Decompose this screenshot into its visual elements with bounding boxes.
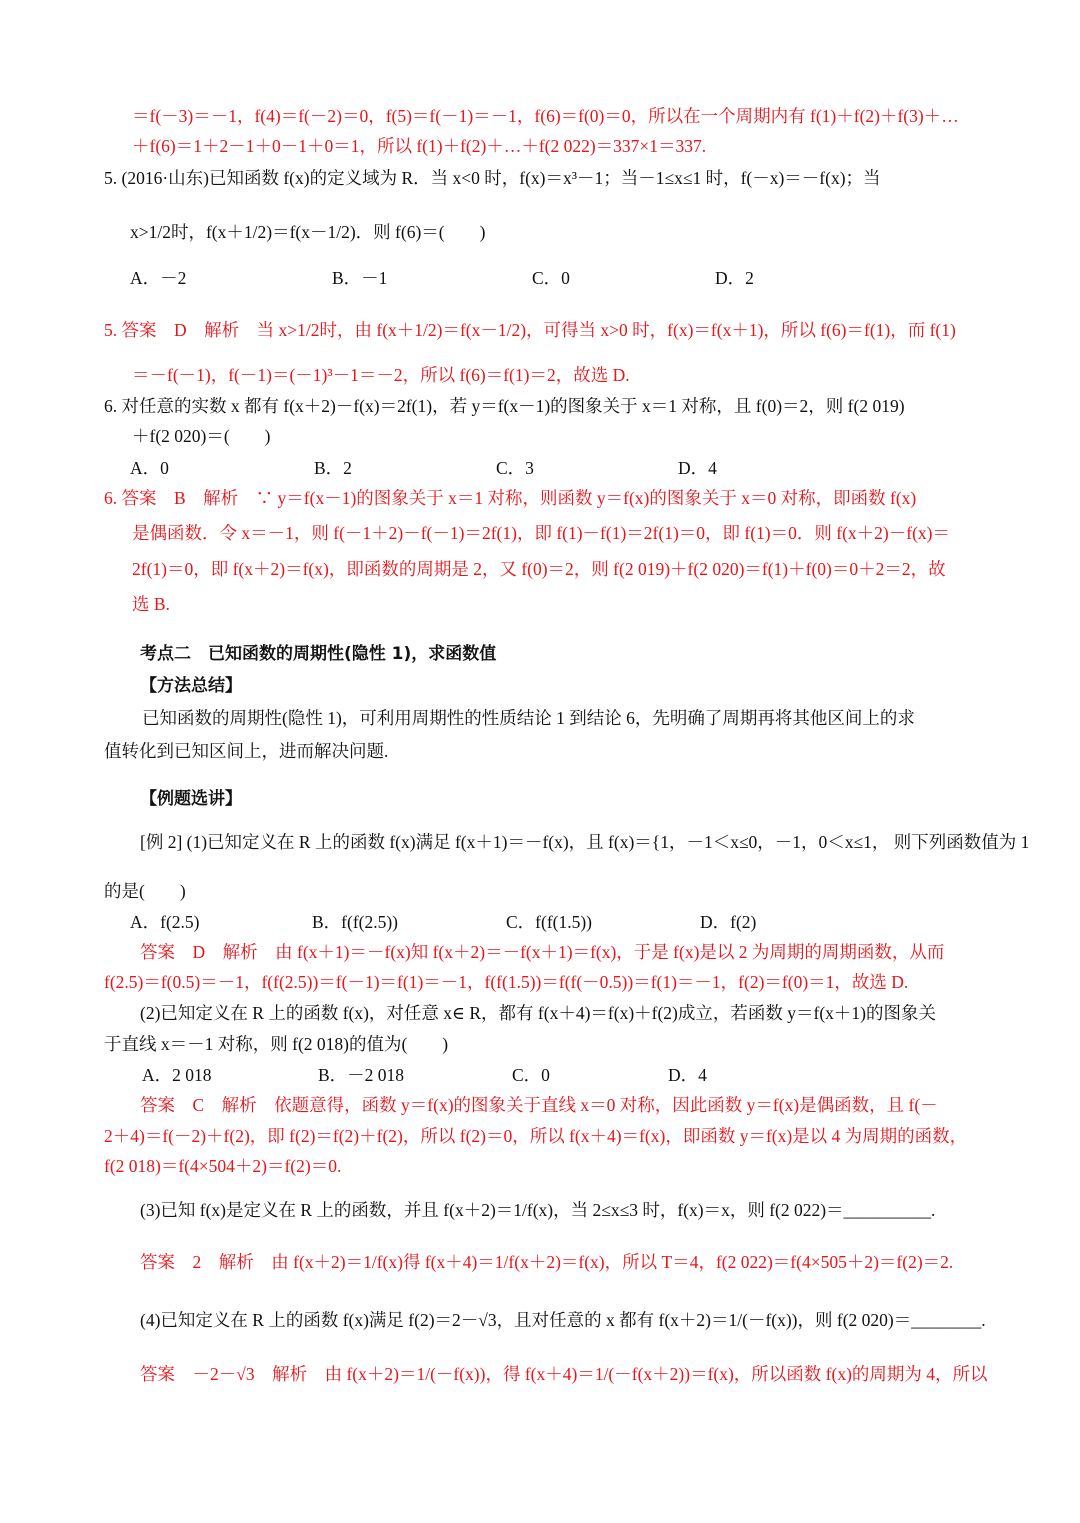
question-6: 6. 对任意的实数 x 都有 f(x＋2)－f(x)＝2f(1)，若 y＝f(x－1)的图象关于 x＝1 对称，且 f(0)＝2，则 f(2 019) xyxy=(104,396,905,416)
option-b: B．－1 xyxy=(332,268,388,288)
option-a: A．2 018 xyxy=(142,1065,212,1085)
option-d: D．f(2) xyxy=(700,912,757,932)
answer-6: 6. 答案 B 解析 ∵ y＝f(x－1)的图象关于 x＝1 对称，则函数 y＝f(x)的图象关于 x＝0 对称，即函数 f(x) xyxy=(104,488,917,508)
option-d: D．4 xyxy=(668,1065,707,1085)
option-c: C．f(f(1.5)) xyxy=(506,912,593,932)
method-text: 已知函数的周期性(隐性 1)，可利用周期性的性质结论 1 到结论 6，先明确了周期再将其他区间上的求 xyxy=(142,708,915,728)
example-2-part-4: (4)已知定义在 R 上的函数 f(x)满足 f(2)＝2－√3，且对任意的 x 都有 f(x＋2)＝1/(－f(x))，则 f(2 020)＝________. xyxy=(140,1310,986,1330)
example-2-part-2-cont: 于直线 x＝－1 对称，则 f(2 018)的值为( ) xyxy=(104,1034,449,1054)
option-a: A．f(2.5) xyxy=(130,912,200,932)
answer-ex2-4: 答案 －2－√3 解析 由 f(x＋2)＝1/(－f(x))，得 f(x＋4)＝1/(－f(x＋2))＝f(x)，所以函数 f(x)的周期为 4，所以 xyxy=(140,1364,988,1384)
example-2-part-1: [例 2] (1)已知定义在 R 上的函数 f(x)满足 f(x＋1)＝－f(x)，且 f(x)＝{1，－1＜x≤0，－1，0＜x≤1， 则下列函数值为 1 xyxy=(140,832,1030,852)
answer-5: 5. 答案 D 解析 当 x>1/2时，由 f(x＋1/2)＝f(x－1/2)，可得当 x>0 时，f(x)＝f(x＋1)，所以 f(6)＝f(1)，而 f(1) xyxy=(104,320,956,340)
option-d: D．2 xyxy=(715,268,754,288)
question-6-cont: ＋f(2 020)＝( ) xyxy=(132,426,271,446)
answer-ex2-3: 答案 2 解析 由 f(x＋2)＝1/f(x)得 f(x＋4)＝1/f(x＋2)＝f(x)，所以 T＝4，f(2 022)＝f(4×505＋2)＝f(2)＝2. xyxy=(140,1252,954,1272)
text-line: 选 B. xyxy=(132,594,170,614)
option-d: D．4 xyxy=(678,458,717,478)
question-5-cont: x>1/2时，f(x＋1/2)＝f(x－1/2)．则 f(6)＝( ) xyxy=(130,222,486,242)
example-heading: 【例题选讲】 xyxy=(140,789,242,809)
example-2-part-1-cont: 的是( ) xyxy=(104,881,186,901)
text-line: ＋f(6)＝1＋2－1＋0－1＋0＝1，所以 f(1)＋f(2)＋…＋f(2 022)＝337×1＝337. xyxy=(132,136,707,156)
text-line: ＝f(－3)＝－1，f(4)＝f(－2)＝0，f(5)＝f(－1)＝－1，f(6)＝f(0)＝0，所以在一个周期内有 f(1)＋f(2)＋f(3)＋… xyxy=(132,106,959,126)
method-text-cont: 值转化到已知区间上，进而解决问题. xyxy=(104,741,389,761)
text-line: ＝－f(－1)，f(－1)＝(－1)³－1＝－2，所以 f(6)＝f(1)＝2，故选 D. xyxy=(132,365,630,385)
option-a: A．0 xyxy=(130,458,169,478)
answer-ex2-2: 答案 C 解析 依题意得，函数 y＝f(x)的图象关于直线 x＝0 对称，因此函数 y＝f(x)是偶函数，且 f(－ xyxy=(140,1095,938,1115)
text-line: f(2 018)＝f(4×504＋2)＝f(2)＝0. xyxy=(104,1156,342,1176)
text-line: 2＋4)＝f(－2)＋f(2)，即 f(2)＝f(2)＋f(2)，所以 f(2)＝0，所以 f(x＋4)＝f(x)，即函数 y＝f(x)是以 4 为周期的函数， xyxy=(104,1126,968,1146)
option-c: C．0 xyxy=(512,1065,550,1085)
option-b: B．2 xyxy=(314,458,352,478)
text-line: 2f(1)＝0，即 f(x＋2)＝f(x)，即函数的周期是 2，又 f(0)＝2，则 f(2 019)＋f(2 020)＝f(1)＋f(0)＝0＋2＝2，故 xyxy=(132,559,946,579)
option-b: B．f(f(2.5)) xyxy=(312,912,399,932)
text-line: f(2.5)＝f(0.5)＝－1，f(f(2.5))＝f(－1)＝f(1)＝－1，f(f(1.5))＝f(f(－0.5))＝f(1)＝－1，f(2)＝f(0)＝1，故选 D. xyxy=(104,972,909,992)
section-heading: 考点二 已知函数的周期性(隐性 1)，求函数值 xyxy=(140,644,497,664)
example-2-part-3: (3)已知 f(x)是定义在 R 上的函数，并且 f(x＋2)＝1/f(x)，当 2≤x≤3 时，f(x)＝x，则 f(2 022)＝__________. xyxy=(140,1200,936,1220)
option-a: A．－2 xyxy=(130,268,187,288)
answer-ex2-1: 答案 D 解析 由 f(x＋1)＝－f(x)知 f(x＋2)＝－f(x＋1)＝f(x)，于是 f(x)是以 2 为周期的周期函数，从而 xyxy=(140,942,945,962)
option-b: B．－2 018 xyxy=(318,1065,405,1085)
text-line: 是偶函数．令 x＝－1，则 f(－1＋2)－f(－1)＝2f(1)，即 f(1)－f(1)＝2f(1)＝0，即 f(1)＝0．则 f(x＋2)－f(x)＝ xyxy=(132,523,950,543)
method-summary-heading: 【方法总结】 xyxy=(140,676,242,696)
example-2-part-2: (2)已知定义在 R 上的函数 f(x)，对任意 x∈ R，都有 f(x＋4)＝f(x)＋f(2)成立，若函数 y＝f(x＋1)的图象关 xyxy=(140,1003,936,1023)
option-c: C．3 xyxy=(496,458,534,478)
question-5: 5. (2016·山东)已知函数 f(x)的定义域为 R．当 x<0 时，f(x)＝x³－1；当－1≤x≤1 时，f(－x)＝－f(x)；当 xyxy=(104,168,881,188)
option-c: C．0 xyxy=(532,268,570,288)
